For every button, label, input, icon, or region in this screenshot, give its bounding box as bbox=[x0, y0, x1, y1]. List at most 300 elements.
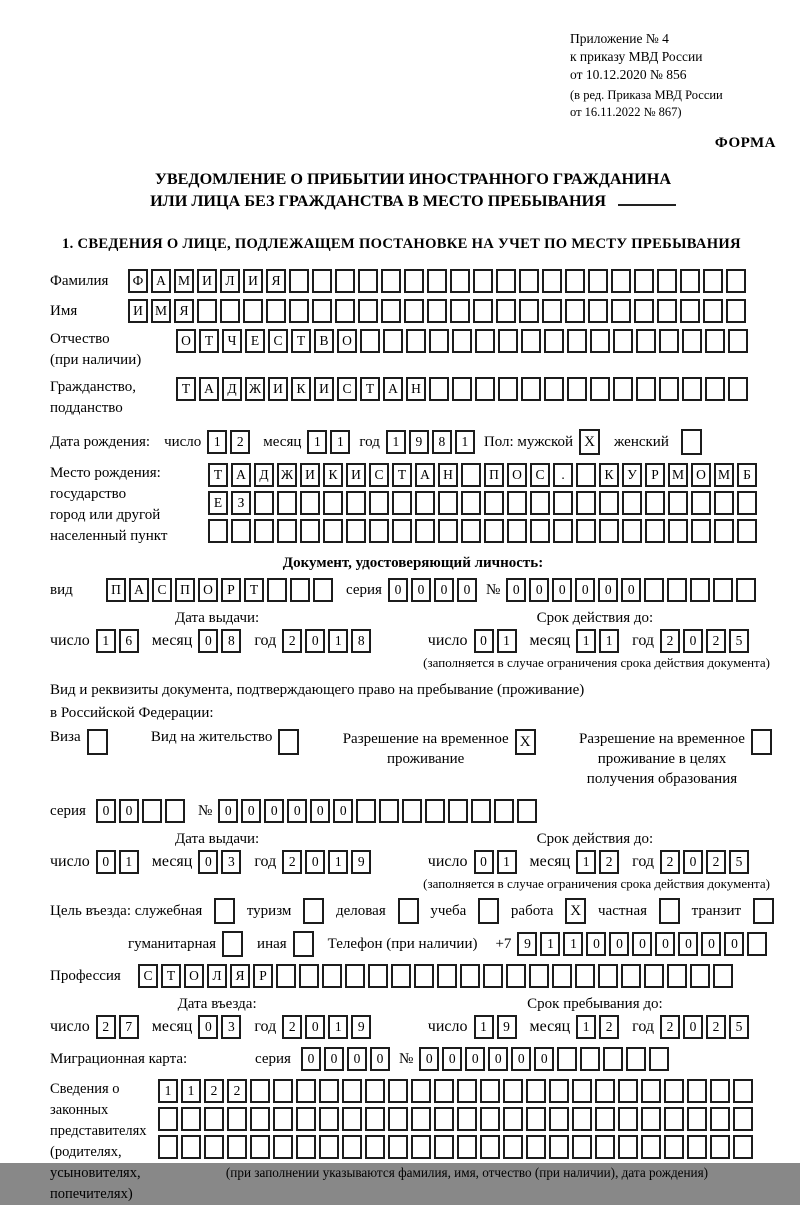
char-cell[interactable]: И bbox=[346, 463, 366, 487]
char-cell[interactable] bbox=[736, 578, 756, 602]
char-cell[interactable] bbox=[667, 964, 687, 988]
char-cell[interactable] bbox=[726, 269, 746, 293]
char-cell[interactable]: 0 bbox=[552, 578, 572, 602]
char-cell[interactable] bbox=[461, 519, 481, 543]
char-cell[interactable]: Т bbox=[392, 463, 412, 487]
char-cell[interactable]: Т bbox=[244, 578, 264, 602]
char-cell[interactable] bbox=[521, 377, 541, 401]
char-cell[interactable] bbox=[621, 964, 641, 988]
char-cell[interactable] bbox=[312, 269, 332, 293]
visa-checkbox[interactable] bbox=[87, 729, 108, 755]
char-cell[interactable] bbox=[496, 299, 516, 323]
char-cell[interactable] bbox=[335, 299, 355, 323]
purpose-private-checkbox[interactable] bbox=[659, 898, 680, 924]
char-cell[interactable] bbox=[181, 1107, 201, 1131]
char-cell[interactable] bbox=[557, 1047, 577, 1071]
char-cell[interactable] bbox=[480, 1135, 500, 1159]
char-cell[interactable] bbox=[645, 519, 665, 543]
char-cell[interactable]: 0 bbox=[598, 578, 618, 602]
char-cell[interactable]: Е bbox=[208, 491, 228, 515]
char-cell[interactable]: С bbox=[530, 463, 550, 487]
char-cell[interactable]: 0 bbox=[683, 629, 703, 653]
char-cell[interactable]: 0 bbox=[419, 1047, 439, 1071]
char-cell[interactable] bbox=[544, 377, 564, 401]
char-cell[interactable] bbox=[204, 1135, 224, 1159]
char-cell[interactable]: 8 bbox=[432, 430, 452, 454]
char-cell[interactable]: 0 bbox=[305, 850, 325, 874]
char-cell[interactable]: Е bbox=[245, 329, 265, 353]
char-cell[interactable]: Я bbox=[174, 299, 194, 323]
char-cell[interactable] bbox=[529, 964, 549, 988]
char-cell[interactable]: 0 bbox=[511, 1047, 531, 1071]
char-cell[interactable]: 0 bbox=[534, 1047, 554, 1071]
char-cell[interactable]: 9 bbox=[351, 850, 371, 874]
char-cell[interactable]: О bbox=[184, 964, 204, 988]
char-cell[interactable] bbox=[626, 1047, 646, 1071]
char-cell[interactable] bbox=[622, 519, 642, 543]
char-cell[interactable] bbox=[733, 1135, 753, 1159]
char-cell[interactable] bbox=[471, 799, 491, 823]
char-cell[interactable]: И bbox=[243, 269, 263, 293]
char-cell[interactable] bbox=[323, 491, 343, 515]
char-cell[interactable]: 8 bbox=[351, 629, 371, 653]
char-cell[interactable] bbox=[542, 269, 562, 293]
char-cell[interactable]: 2 bbox=[204, 1079, 224, 1103]
char-cell[interactable]: 0 bbox=[434, 578, 454, 602]
char-cell[interactable]: Т bbox=[161, 964, 181, 988]
char-cell[interactable]: 0 bbox=[586, 932, 606, 956]
char-cell[interactable] bbox=[599, 491, 619, 515]
char-cell[interactable] bbox=[208, 519, 228, 543]
char-cell[interactable] bbox=[588, 299, 608, 323]
char-cell[interactable] bbox=[165, 799, 185, 823]
char-cell[interactable] bbox=[434, 1079, 454, 1103]
char-cell[interactable] bbox=[335, 269, 355, 293]
char-cell[interactable]: Б bbox=[737, 463, 757, 487]
char-cell[interactable] bbox=[690, 578, 710, 602]
char-cell[interactable]: 0 bbox=[655, 932, 675, 956]
char-cell[interactable] bbox=[381, 269, 401, 293]
char-cell[interactable] bbox=[710, 1107, 730, 1131]
char-cell[interactable]: 0 bbox=[442, 1047, 462, 1071]
char-cell[interactable] bbox=[427, 299, 447, 323]
char-cell[interactable] bbox=[644, 578, 664, 602]
char-cell[interactable]: 0 bbox=[632, 932, 652, 956]
char-cell[interactable]: 0 bbox=[529, 578, 549, 602]
char-cell[interactable]: А bbox=[129, 578, 149, 602]
char-cell[interactable] bbox=[682, 329, 702, 353]
char-cell[interactable] bbox=[664, 1107, 684, 1131]
char-cell[interactable] bbox=[682, 377, 702, 401]
char-cell[interactable] bbox=[392, 491, 412, 515]
char-cell[interactable] bbox=[552, 964, 572, 988]
char-cell[interactable]: И bbox=[268, 377, 288, 401]
char-cell[interactable] bbox=[680, 269, 700, 293]
char-cell[interactable] bbox=[710, 1079, 730, 1103]
char-cell[interactable]: Д bbox=[254, 463, 274, 487]
char-cell[interactable]: С bbox=[152, 578, 172, 602]
char-cell[interactable] bbox=[323, 519, 343, 543]
char-cell[interactable] bbox=[576, 519, 596, 543]
char-cell[interactable]: 8 bbox=[221, 629, 241, 653]
char-cell[interactable] bbox=[498, 377, 518, 401]
char-cell[interactable] bbox=[273, 1107, 293, 1131]
char-cell[interactable]: 0 bbox=[474, 629, 494, 653]
char-cell[interactable] bbox=[517, 799, 537, 823]
char-cell[interactable]: 5 bbox=[729, 1015, 749, 1039]
char-cell[interactable]: Я bbox=[230, 964, 250, 988]
char-cell[interactable]: 1 bbox=[599, 629, 619, 653]
char-cell[interactable] bbox=[313, 578, 333, 602]
char-cell[interactable]: 5 bbox=[729, 629, 749, 653]
char-cell[interactable] bbox=[618, 1135, 638, 1159]
char-cell[interactable]: Р bbox=[221, 578, 241, 602]
char-cell[interactable]: Ч bbox=[222, 329, 242, 353]
char-cell[interactable] bbox=[345, 964, 365, 988]
char-cell[interactable] bbox=[254, 491, 274, 515]
char-cell[interactable]: 0 bbox=[324, 1047, 344, 1071]
char-cell[interactable] bbox=[553, 519, 573, 543]
char-cell[interactable] bbox=[231, 519, 251, 543]
char-cell[interactable] bbox=[733, 1079, 753, 1103]
char-cell[interactable] bbox=[618, 1079, 638, 1103]
char-cell[interactable] bbox=[507, 519, 527, 543]
char-cell[interactable] bbox=[549, 1135, 569, 1159]
char-cell[interactable]: 0 bbox=[506, 578, 526, 602]
char-cell[interactable]: И bbox=[314, 377, 334, 401]
char-cell[interactable] bbox=[448, 799, 468, 823]
char-cell[interactable]: 2 bbox=[660, 1015, 680, 1039]
char-cell[interactable]: О bbox=[337, 329, 357, 353]
char-cell[interactable] bbox=[498, 329, 518, 353]
char-cell[interactable]: . bbox=[553, 463, 573, 487]
char-cell[interactable]: 0 bbox=[465, 1047, 485, 1071]
char-cell[interactable] bbox=[369, 519, 389, 543]
char-cell[interactable] bbox=[636, 329, 656, 353]
char-cell[interactable] bbox=[473, 269, 493, 293]
char-cell[interactable] bbox=[388, 1107, 408, 1131]
char-cell[interactable] bbox=[299, 964, 319, 988]
char-cell[interactable] bbox=[526, 1107, 546, 1131]
char-cell[interactable]: 1 bbox=[307, 430, 327, 454]
char-cell[interactable] bbox=[530, 491, 550, 515]
char-cell[interactable] bbox=[322, 964, 342, 988]
char-cell[interactable] bbox=[365, 1135, 385, 1159]
char-cell[interactable] bbox=[613, 329, 633, 353]
char-cell[interactable]: 0 bbox=[488, 1047, 508, 1071]
char-cell[interactable] bbox=[657, 299, 677, 323]
char-cell[interactable] bbox=[484, 491, 504, 515]
char-cell[interactable]: 0 bbox=[333, 799, 353, 823]
purpose-humanitarian-checkbox[interactable] bbox=[222, 931, 243, 957]
char-cell[interactable] bbox=[567, 329, 587, 353]
char-cell[interactable] bbox=[622, 491, 642, 515]
char-cell[interactable] bbox=[404, 269, 424, 293]
char-cell[interactable] bbox=[572, 1079, 592, 1103]
char-cell[interactable] bbox=[526, 1079, 546, 1103]
char-cell[interactable] bbox=[483, 964, 503, 988]
char-cell[interactable]: К bbox=[599, 463, 619, 487]
char-cell[interactable] bbox=[680, 299, 700, 323]
char-cell[interactable]: 2 bbox=[282, 629, 302, 653]
char-cell[interactable]: З bbox=[231, 491, 251, 515]
char-cell[interactable]: И bbox=[197, 269, 217, 293]
char-cell[interactable]: 0 bbox=[370, 1047, 390, 1071]
char-cell[interactable] bbox=[457, 1079, 477, 1103]
char-cell[interactable] bbox=[404, 299, 424, 323]
char-cell[interactable]: Р bbox=[645, 463, 665, 487]
char-cell[interactable] bbox=[588, 269, 608, 293]
char-cell[interactable] bbox=[659, 329, 679, 353]
char-cell[interactable] bbox=[360, 329, 380, 353]
char-cell[interactable]: 2 bbox=[599, 1015, 619, 1039]
char-cell[interactable]: 9 bbox=[497, 1015, 517, 1039]
char-cell[interactable] bbox=[590, 377, 610, 401]
char-cell[interactable] bbox=[728, 329, 748, 353]
char-cell[interactable] bbox=[503, 1107, 523, 1131]
char-cell[interactable] bbox=[611, 299, 631, 323]
char-cell[interactable] bbox=[452, 377, 472, 401]
char-cell[interactable]: 1 bbox=[328, 629, 348, 653]
char-cell[interactable] bbox=[484, 519, 504, 543]
char-cell[interactable] bbox=[473, 299, 493, 323]
char-cell[interactable]: Т bbox=[360, 377, 380, 401]
char-cell[interactable]: 5 bbox=[729, 850, 749, 874]
char-cell[interactable]: 0 bbox=[678, 932, 698, 956]
char-cell[interactable]: 6 bbox=[119, 629, 139, 653]
char-cell[interactable] bbox=[227, 1107, 247, 1131]
char-cell[interactable] bbox=[526, 1135, 546, 1159]
char-cell[interactable] bbox=[636, 377, 656, 401]
char-cell[interactable] bbox=[737, 519, 757, 543]
char-cell[interactable] bbox=[549, 1079, 569, 1103]
char-cell[interactable] bbox=[379, 799, 399, 823]
char-cell[interactable]: 0 bbox=[264, 799, 284, 823]
char-cell[interactable]: 2 bbox=[282, 1015, 302, 1039]
char-cell[interactable]: П bbox=[484, 463, 504, 487]
char-cell[interactable] bbox=[519, 269, 539, 293]
char-cell[interactable] bbox=[358, 299, 378, 323]
char-cell[interactable]: 1 bbox=[328, 850, 348, 874]
char-cell[interactable]: В bbox=[314, 329, 334, 353]
char-cell[interactable]: 0 bbox=[388, 578, 408, 602]
purpose-transit-checkbox[interactable] bbox=[753, 898, 774, 924]
char-cell[interactable] bbox=[158, 1107, 178, 1131]
char-cell[interactable]: 2 bbox=[660, 850, 680, 874]
char-cell[interactable] bbox=[415, 491, 435, 515]
char-cell[interactable]: 3 bbox=[221, 850, 241, 874]
char-cell[interactable] bbox=[645, 491, 665, 515]
char-cell[interactable] bbox=[737, 491, 757, 515]
char-cell[interactable] bbox=[649, 1047, 669, 1071]
char-cell[interactable] bbox=[728, 377, 748, 401]
char-cell[interactable] bbox=[273, 1079, 293, 1103]
char-cell[interactable] bbox=[429, 377, 449, 401]
char-cell[interactable] bbox=[507, 491, 527, 515]
char-cell[interactable]: 1 bbox=[576, 629, 596, 653]
char-cell[interactable]: 7 bbox=[119, 1015, 139, 1039]
char-cell[interactable]: Н bbox=[406, 377, 426, 401]
char-cell[interactable] bbox=[690, 964, 710, 988]
char-cell[interactable] bbox=[506, 964, 526, 988]
char-cell[interactable]: 2 bbox=[706, 629, 726, 653]
char-cell[interactable] bbox=[342, 1135, 362, 1159]
char-cell[interactable] bbox=[644, 964, 664, 988]
char-cell[interactable] bbox=[641, 1107, 661, 1131]
char-cell[interactable]: 1 bbox=[181, 1079, 201, 1103]
char-cell[interactable]: 0 bbox=[474, 850, 494, 874]
char-cell[interactable] bbox=[142, 799, 162, 823]
char-cell[interactable] bbox=[383, 329, 403, 353]
char-cell[interactable] bbox=[580, 1047, 600, 1071]
char-cell[interactable] bbox=[705, 377, 725, 401]
char-cell[interactable]: 0 bbox=[347, 1047, 367, 1071]
char-cell[interactable] bbox=[565, 269, 585, 293]
char-cell[interactable] bbox=[437, 964, 457, 988]
purpose-study-checkbox[interactable] bbox=[478, 898, 499, 924]
char-cell[interactable] bbox=[276, 964, 296, 988]
char-cell[interactable] bbox=[710, 1135, 730, 1159]
char-cell[interactable] bbox=[480, 1079, 500, 1103]
char-cell[interactable] bbox=[406, 329, 426, 353]
char-cell[interactable]: Ф bbox=[128, 269, 148, 293]
char-cell[interactable] bbox=[391, 964, 411, 988]
char-cell[interactable]: 1 bbox=[576, 1015, 596, 1039]
char-cell[interactable] bbox=[634, 299, 654, 323]
char-cell[interactable] bbox=[296, 1135, 316, 1159]
char-cell[interactable]: С bbox=[337, 377, 357, 401]
purpose-tourism-checkbox[interactable] bbox=[303, 898, 324, 924]
char-cell[interactable] bbox=[427, 269, 447, 293]
char-cell[interactable]: 2 bbox=[96, 1015, 116, 1039]
char-cell[interactable]: Ж bbox=[277, 463, 297, 487]
char-cell[interactable] bbox=[300, 491, 320, 515]
char-cell[interactable]: 2 bbox=[599, 850, 619, 874]
char-cell[interactable] bbox=[714, 519, 734, 543]
char-cell[interactable]: 2 bbox=[282, 850, 302, 874]
char-cell[interactable] bbox=[312, 299, 332, 323]
char-cell[interactable] bbox=[713, 578, 733, 602]
char-cell[interactable] bbox=[641, 1135, 661, 1159]
char-cell[interactable] bbox=[277, 519, 297, 543]
char-cell[interactable] bbox=[365, 1079, 385, 1103]
char-cell[interactable]: 2 bbox=[706, 850, 726, 874]
char-cell[interactable] bbox=[480, 1107, 500, 1131]
char-cell[interactable] bbox=[599, 519, 619, 543]
char-cell[interactable] bbox=[267, 578, 287, 602]
char-cell[interactable]: И bbox=[300, 463, 320, 487]
char-cell[interactable] bbox=[641, 1079, 661, 1103]
char-cell[interactable] bbox=[503, 1135, 523, 1159]
char-cell[interactable] bbox=[713, 964, 733, 988]
char-cell[interactable]: 1 bbox=[563, 932, 583, 956]
char-cell[interactable] bbox=[425, 799, 445, 823]
char-cell[interactable] bbox=[277, 491, 297, 515]
char-cell[interactable]: О bbox=[198, 578, 218, 602]
char-cell[interactable] bbox=[457, 1135, 477, 1159]
char-cell[interactable] bbox=[461, 463, 481, 487]
char-cell[interactable] bbox=[576, 463, 596, 487]
char-cell[interactable]: У bbox=[622, 463, 642, 487]
char-cell[interactable] bbox=[553, 491, 573, 515]
char-cell[interactable]: 1 bbox=[207, 430, 227, 454]
char-cell[interactable] bbox=[402, 799, 422, 823]
char-cell[interactable] bbox=[687, 1107, 707, 1131]
char-cell[interactable] bbox=[434, 1107, 454, 1131]
char-cell[interactable]: 1 bbox=[328, 1015, 348, 1039]
char-cell[interactable]: А bbox=[383, 377, 403, 401]
char-cell[interactable] bbox=[567, 377, 587, 401]
char-cell[interactable] bbox=[289, 299, 309, 323]
char-cell[interactable]: 0 bbox=[198, 1015, 218, 1039]
char-cell[interactable] bbox=[388, 1079, 408, 1103]
char-cell[interactable]: 1 bbox=[386, 430, 406, 454]
char-cell[interactable] bbox=[544, 329, 564, 353]
char-cell[interactable]: 2 bbox=[230, 430, 250, 454]
char-cell[interactable]: 0 bbox=[198, 629, 218, 653]
char-cell[interactable] bbox=[496, 269, 516, 293]
char-cell[interactable] bbox=[381, 299, 401, 323]
char-cell[interactable]: 0 bbox=[575, 578, 595, 602]
char-cell[interactable] bbox=[519, 299, 539, 323]
char-cell[interactable] bbox=[668, 519, 688, 543]
edu-permit-checkbox[interactable] bbox=[751, 729, 772, 755]
residence-permit-checkbox[interactable] bbox=[278, 729, 299, 755]
char-cell[interactable] bbox=[475, 377, 495, 401]
char-cell[interactable] bbox=[388, 1135, 408, 1159]
char-cell[interactable] bbox=[319, 1107, 339, 1131]
char-cell[interactable] bbox=[572, 1135, 592, 1159]
char-cell[interactable] bbox=[227, 1135, 247, 1159]
char-cell[interactable] bbox=[457, 1107, 477, 1131]
char-cell[interactable] bbox=[726, 299, 746, 323]
char-cell[interactable] bbox=[494, 799, 514, 823]
char-cell[interactable]: А bbox=[415, 463, 435, 487]
temp-permit-checkbox[interactable]: X bbox=[515, 729, 536, 755]
char-cell[interactable]: 1 bbox=[455, 430, 475, 454]
char-cell[interactable] bbox=[611, 269, 631, 293]
char-cell[interactable] bbox=[250, 1107, 270, 1131]
char-cell[interactable] bbox=[346, 491, 366, 515]
char-cell[interactable]: 0 bbox=[241, 799, 261, 823]
char-cell[interactable] bbox=[346, 519, 366, 543]
char-cell[interactable] bbox=[598, 964, 618, 988]
char-cell[interactable] bbox=[664, 1079, 684, 1103]
char-cell[interactable]: О bbox=[507, 463, 527, 487]
char-cell[interactable] bbox=[358, 269, 378, 293]
char-cell[interactable] bbox=[575, 964, 595, 988]
char-cell[interactable] bbox=[243, 299, 263, 323]
char-cell[interactable] bbox=[369, 491, 389, 515]
char-cell[interactable] bbox=[296, 1079, 316, 1103]
char-cell[interactable] bbox=[595, 1079, 615, 1103]
char-cell[interactable]: К bbox=[323, 463, 343, 487]
char-cell[interactable] bbox=[368, 964, 388, 988]
char-cell[interactable]: Я bbox=[266, 269, 286, 293]
char-cell[interactable] bbox=[342, 1107, 362, 1131]
char-cell[interactable]: М bbox=[151, 299, 171, 323]
char-cell[interactable] bbox=[392, 519, 412, 543]
char-cell[interactable]: 0 bbox=[96, 850, 116, 874]
char-cell[interactable] bbox=[634, 269, 654, 293]
char-cell[interactable]: С bbox=[138, 964, 158, 988]
char-cell[interactable] bbox=[687, 1079, 707, 1103]
char-cell[interactable] bbox=[549, 1107, 569, 1131]
char-cell[interactable] bbox=[657, 269, 677, 293]
char-cell[interactable] bbox=[450, 299, 470, 323]
char-cell[interactable] bbox=[220, 299, 240, 323]
char-cell[interactable] bbox=[733, 1107, 753, 1131]
